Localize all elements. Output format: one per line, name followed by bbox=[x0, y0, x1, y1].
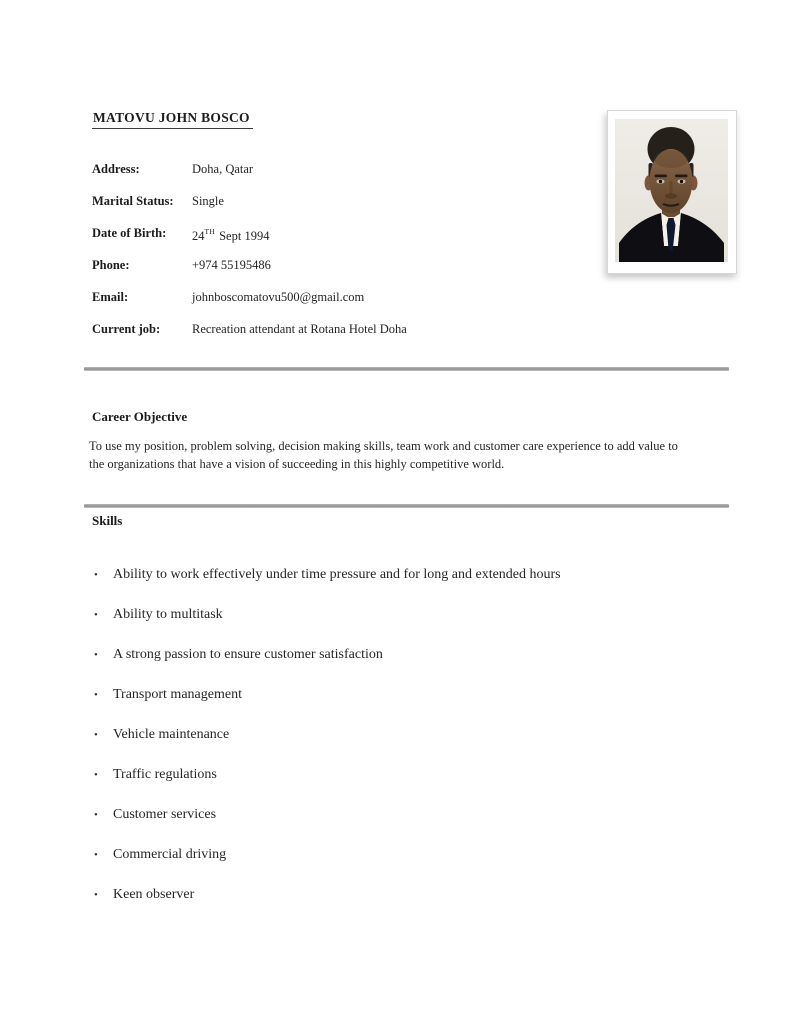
skill-text: Customer services bbox=[113, 807, 217, 822]
bullet-icon: • bbox=[94, 849, 98, 861]
bullet-icon: • bbox=[94, 729, 98, 741]
contact-label: Current job: bbox=[92, 322, 161, 336]
contact-row-date-of-birth bbox=[92, 217, 562, 249]
contact-value: Doha, Qatar bbox=[192, 162, 254, 176]
contact-value: Single bbox=[192, 194, 224, 208]
skills-heading: Skills bbox=[92, 513, 123, 528]
skill-item bbox=[92, 806, 712, 824]
contact-label: Email: bbox=[92, 290, 129, 304]
contact-row-address bbox=[92, 153, 562, 185]
skill-item bbox=[92, 646, 712, 664]
contact-value bbox=[192, 217, 269, 249]
skill-text: Ability to multitask bbox=[113, 607, 223, 622]
bullet-icon: • bbox=[94, 569, 98, 581]
dob-ordinal: TH bbox=[204, 227, 216, 236]
contact-row-current-job bbox=[92, 313, 562, 345]
skill-text: Commercial driving bbox=[113, 847, 227, 862]
contact-value: +974 55195486 bbox=[192, 258, 271, 272]
skill-text: Keen observer bbox=[113, 887, 195, 902]
bullet-icon: • bbox=[94, 809, 98, 821]
skill-item bbox=[92, 566, 712, 584]
contact-value: Recreation attendant at Rotana Hotel Doha bbox=[192, 322, 407, 336]
skills-list bbox=[92, 566, 712, 926]
section-divider bbox=[84, 367, 729, 371]
skill-item bbox=[92, 846, 712, 864]
bullet-icon: • bbox=[94, 649, 98, 661]
skill-text: A strong passion to ensure customer satisfaction bbox=[113, 647, 383, 662]
section-divider bbox=[84, 504, 729, 508]
career-objective-heading: Career Objective bbox=[92, 409, 188, 424]
portrait-photo bbox=[607, 110, 737, 274]
contact-label: Marital Status: bbox=[92, 194, 174, 208]
skill-item bbox=[92, 726, 712, 744]
skill-text: Ability to work effectively under time pressure and for long and extended hours bbox=[113, 567, 561, 582]
skill-text: Traffic regulations bbox=[113, 767, 217, 782]
skill-item bbox=[92, 606, 712, 624]
portrait-photo-illustration bbox=[615, 119, 728, 262]
bullet-icon: • bbox=[94, 609, 98, 621]
dob-day: 24 bbox=[192, 229, 205, 244]
skill-item bbox=[92, 766, 712, 784]
dob-rest: Sept 1994 bbox=[219, 229, 270, 244]
contact-section bbox=[92, 153, 562, 345]
skill-item bbox=[92, 886, 712, 904]
contact-row-email bbox=[92, 281, 562, 313]
bullet-icon: • bbox=[94, 889, 98, 901]
contact-value-email: johnboscomatovu500@gmail.com bbox=[192, 290, 365, 304]
contact-label: Phone: bbox=[92, 258, 130, 272]
person-name: MATOVU JOHN BOSCO bbox=[92, 110, 253, 129]
bullet-icon: • bbox=[94, 769, 98, 781]
career-objective-text: To use my position, problem solving, decision making skills, team work and customer care experience to add value to the organizations that have a vision of succeeding in this highly competitive world. bbox=[89, 439, 678, 471]
skill-text: Vehicle maintenance bbox=[113, 727, 230, 742]
contact-row-marital-status bbox=[92, 185, 562, 217]
contact-label: Address: bbox=[92, 162, 140, 176]
contact-row-phone bbox=[92, 249, 562, 281]
bullet-icon: • bbox=[94, 689, 98, 701]
contact-label: Date of Birth: bbox=[92, 226, 167, 240]
skill-text: Transport management bbox=[113, 687, 242, 702]
skill-item bbox=[92, 686, 712, 704]
